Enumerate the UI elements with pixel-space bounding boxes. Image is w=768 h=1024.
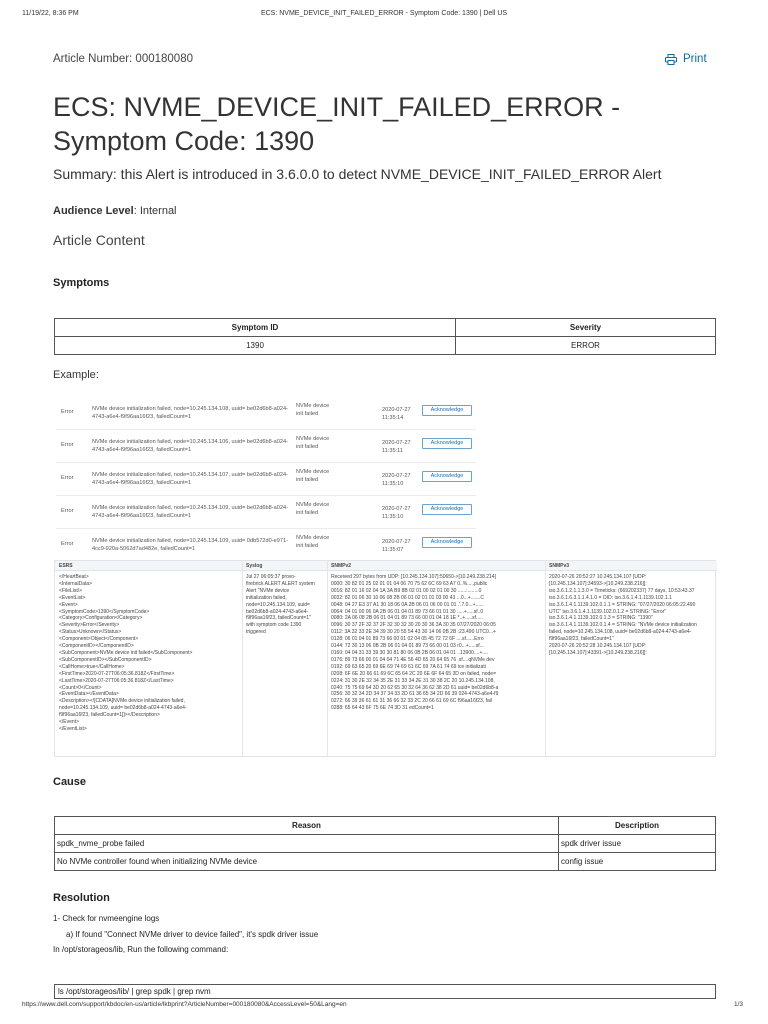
alert-source: NVMe device init failed [296, 502, 330, 516]
audience-label: Audience Level [53, 205, 134, 217]
alert-source: NVMe device init failed [296, 469, 330, 483]
resolution-substep: a) If found "Connect NVMe driver to device failed", it's spdk driver issue [66, 930, 319, 939]
event-dump-table [54, 560, 716, 757]
alert-message: NVMe device initialization failed, node=10.245.134.107, uuid= be02d6b8-a024-4743-a6e4-f9f96aa16f23, failedCount=1 [92, 472, 288, 486]
alert-time: 2020-07-27 11:35:10 [382, 506, 411, 520]
acknowledge-button[interactable]: Acknowledge [422, 438, 472, 449]
description-header: Description [559, 817, 716, 835]
alert-row [56, 463, 476, 496]
resolution-step: In /opt/storageos/lib, Run the following command: [53, 945, 229, 954]
page-number: 1/3 [733, 1001, 743, 1008]
alert-time: 2020-07-27 11:35:07 [382, 539, 411, 553]
resolution-heading: Resolution [53, 892, 110, 904]
column-divider [327, 561, 328, 756]
printer-icon [665, 54, 677, 65]
syslog-header: Syslog [246, 563, 263, 569]
audience-value: : Internal [133, 205, 177, 217]
alert-message: NVMe device initialization failed, node=10.245.134.109, uuid= 0db572d0-e971-4cc9-920a-5062d7ad482e, failedCount=1 [92, 538, 288, 552]
snmpv2-header: SNMPv2 [331, 563, 352, 569]
alert-row [56, 529, 476, 562]
severity-cell: ERROR [456, 337, 716, 355]
acknowledge-button[interactable]: Acknowledge [422, 504, 472, 515]
alert-row [56, 496, 476, 529]
alert-source: NVMe device init failed [296, 535, 330, 549]
alert-level: Error [61, 541, 74, 547]
symptom-id-cell: 1390 [55, 337, 456, 355]
table-row [55, 835, 716, 853]
alert-message: NVMe device initialization failed, node=10.245.134.106, uuid= be02d6b8-a024-4743-a6e4-f9f96aa16f23, failedCount=1 [92, 439, 288, 453]
article-summary: Summary: this Alert is introduced in 3.6.0.0 to detect NVME_DEVICE_INIT_FAILED_ERROR Alert [53, 166, 662, 182]
alert-row [56, 430, 476, 463]
reason-cell: No NVMe controller found when initializing NVMe device [55, 853, 559, 871]
article-number: Article Number: 000180080 [53, 53, 193, 65]
alert-level: Error [61, 475, 74, 481]
alert-row [56, 397, 476, 430]
symptoms-heading: Symptoms [53, 277, 110, 289]
esrs-content: </HeartBeat> <InternalData> <FileList/> <EventList> <Event> <SymptomCode>1390</SymptomCode> <Category>Configuration</Category> <Severity>Error</Severity> <Status>Unknown</Status> <Component>Object</Component> <ComponentID></ComponentID> <SubComponent>NVMe device init failed</SubComponent> <SubComponentID></SubComponentID> <CallHome>true</CallHome> <FirstTime>2020-07-27T06:05:36.818Z</FirstTime> <LastTime>2020-07-27T06:05:36.818Z</LastTime> <Count>0</Count> <EventData></EventData> <Description><![CDATA[NVMe device initialization failed, node=10.245.134.109, uuid= be02d6b8-a024-4743-a6e4- f9f96aa16f23, failedCount=1]]></Description> </Event> </EventList> [59, 574, 193, 732]
alert-level: Error [61, 508, 74, 514]
print-button[interactable] [665, 53, 707, 65]
description-cell: spdk driver issue [559, 835, 716, 853]
alert-message: NVMe device initialization failed, node=10.245.134.109, uuid= be02d6b8-a024-4743-a6e4-f9f96aa16f23, failedCount=1 [92, 505, 288, 519]
alert-time: 2020-07-27 11:35:10 [382, 473, 411, 487]
dump-header-bar [55, 561, 717, 571]
alert-source: NVMe device init failed [296, 403, 330, 417]
alert-level: Error [61, 409, 74, 415]
cause-heading: Cause [53, 776, 87, 788]
table-row [55, 337, 716, 355]
alert-source: NVMe device init failed [296, 436, 330, 450]
cause-table [54, 816, 716, 871]
syslog-content: Jul 27 06:05:37 provo- firebrick ALERT ALERT system Alert "NVMe device initialization failed, node=10.245.134.109, uuid= be02d6b8-a024-4743-a6e4- f9f96aa16f23, failedCount=1" with symptom code 1390 triggered [246, 574, 315, 636]
description-cell: config issue [559, 853, 716, 871]
symptom-id-header: Symptom ID [55, 319, 456, 337]
alert-level: Error [61, 442, 74, 448]
reason-header: Reason [55, 817, 559, 835]
example-label: Example: [53, 369, 99, 381]
print-label: Print [683, 53, 707, 65]
article-title: ECS: NVME_DEVICE_INIT_FAILED_ERROR - Symptom Code: 1390 [53, 92, 621, 156]
acknowledge-button[interactable]: Acknowledge [422, 537, 472, 548]
print-timestamp: 11/19/22, 8:36 PM [22, 10, 79, 17]
acknowledge-button[interactable]: Acknowledge [422, 471, 472, 482]
snmpv3-content: 2020-07-26 20:52:27 10.245.134.107 [UDP: [10.245.134.107]:34593->[10.249.238.216]]: iso.3.6.1.2.1.1.3.0 = Timeticks: (669202337) 77 days, 10:53:43.37 iso.3.6.1.6.3.1.1.4.1.0 = OID: iso.3.6.1.4.1.1139.102.1.1 iso.3.6.1.4.1.1139.102.0.1.1 = STRING: "07/27/2020 06:05:22.490 UTC" iso.3.6.1.4.1.1139.102.0.1.2 = STRING: "Error" iso.3.6.1.4.1.1139.102.0.1.3 = STRING: "1390" iso.3.6.1.4.1.1139.102.0.1.4 = STRING: "NVMe device initialization failed, node=10.245.134.108, uuid= be02d6b8-a024-4743-a6e4- f9f96aa16f23, failedCount=1" 2020-07-26 20:52:28 10.245.134.107 [UDP: [10.245.134.107]:43391->[10.249.238.216]]: [549, 574, 697, 656]
print-url: https://www.dell.com/support/kbdoc/en-us/article/lkbprint?ArticleNumber=000180080&AccessLevel=50&Lang=en [22, 1001, 347, 1008]
table-row [55, 853, 716, 871]
reason-cell: spdk_nvme_probe failed [55, 835, 559, 853]
snmpv2-content: Received 297 bytes from UDP: [10.245.134.107]:50650->[10.249.238.214] 0000: 30 82 01 25 02 01 01 04 06 70 75 62 6C 69 63 A7 0..%.....public 0016: 82 01 16 02 04 1A 3A B9 8B 02 01 00 02 01 00 30 ......:........0 0032: 82 01 06 30 10 06 08 2B 06 01 02 01 01 03 00 43 ...0...+.......C 0048: 04 27 E3 37 A1 30 18 06 0A 2B 06 01 06 00 01 01 .'.7.0...+...... 0064: 04 01 00 06 0A 2B 06 01 04 01 89 73 66 01 01 30 .....+.....sf..0 0080: 2A 06 08 2B 06 01 04 01 89 73 66 00 01 04 18 1E *..+.....sf..... 0096: 30 37 2F 32 37 2F 32 30 32 30 20 30 36 3A 30 35 07/27/2020 06:05 0112: 3A 32 33 2E 34 39 30 20 55 54 43 30 14 06 0B 2B :23.490 UTC0...+ 0128: 06 01 04 01 89 73 66 00 01 02 04 05 45 72 72 6F ....sf......Erro 0144: 72 30 13 06 0B 2B 06 01 04 01 89 73 66 00 01 03 r0...+.....sf... 0160: 04 04 31 33 39 30 30 81 80 06 0B 2B 06 01 04 01 ..13900....+.... 0176: 89 73 66 00 01 04 04 71 4E 56 4D 65 20 64 65 76 .sf....qNVMe dev 0192: 69 63 65 20 69 6E 69 74 69 61 6C 69 7A 61 74 69 ice initializati 0208: 6F 6E 20 66 61 69 6C 65 64 2C 20 6E 6F 64 65 3D on failed, node= 0224: 31 30 2E 32 34 35 2E 31 33 34 2E 31 30 38 2C 20 10.245.134.108, 0240: 75 75 69 64 3D 20 62 65 30 32 64 36 62 38 2D 61 uuid= be02d6b8-a 0256: 30 32 34 2D 34 37 34 33 2D 61 36 65 34 2D 66 39 024-4743-a6e4-f9 0272: 66 39 36 61 61 31 36 66 32 33 2C 20 66 61 69 6C f96aa16f23, fail 0288: 65 64 43 6F 75 6E 74 3D 31 edCount=1 [331, 574, 499, 712]
article-content-heading: Article Content [53, 232, 145, 248]
command-box: ls /opt/storageos/lib/ | grep spdk | grep nvm [54, 984, 716, 999]
symptom-table [54, 318, 716, 355]
snmpv3-header: SNMPv3 [549, 563, 570, 569]
acknowledge-button[interactable]: Acknowledge [422, 405, 472, 416]
column-divider [242, 561, 243, 756]
resolution-step: 1- Check for nvmeengine logs [53, 914, 160, 923]
alert-message: NVMe device initialization failed, node=10.245.134.108, uuid= be02d6b8-a024-4743-a6e4-f9f96aa16f23, failedCount=1 [92, 406, 288, 420]
esrs-header: ESRS [59, 563, 73, 569]
column-divider [545, 561, 546, 756]
example-alert-list [56, 397, 476, 557]
alert-time: 2020-07-27 11:35:11 [382, 440, 411, 454]
severity-header: Severity [456, 319, 716, 337]
alert-time: 2020-07-27 11:35:14 [382, 407, 411, 421]
print-page-title: ECS: NVME_DEVICE_INIT_FAILED_ERROR - Symptom Code: 1390 | Dell US [260, 10, 508, 17]
audience-level [53, 205, 177, 217]
